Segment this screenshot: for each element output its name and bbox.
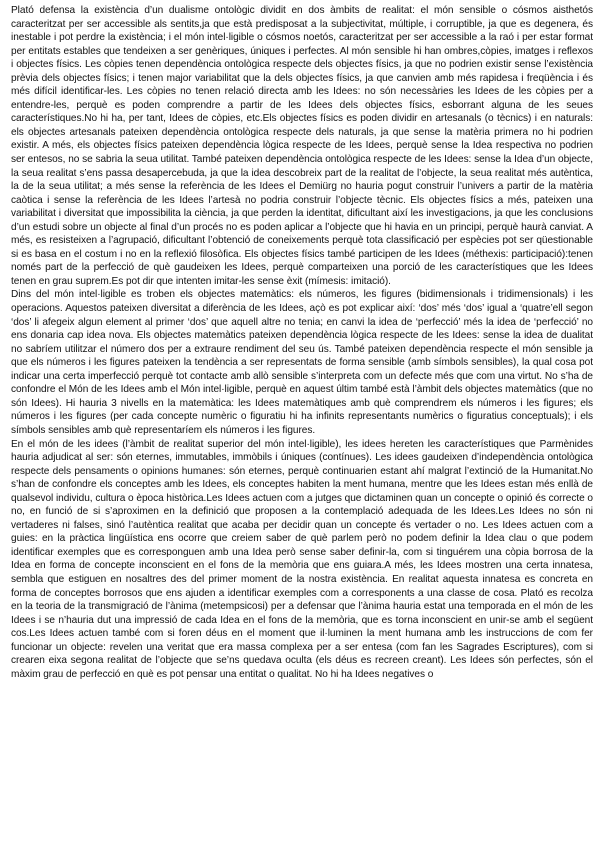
- paragraph-mathematical-objects: Dins del món intel·ligible es troben els objectes matemàtics: els números, les figures (bidimensionals i tridimensionals) i les operacions. Aquestos pateixen diversitat a diferència de les Idees, açò es pot explicar així: ‘dos’ més ‘dos’ igual a ‘quatre’ell segon ‘dos’ li afegeix algun element al primer ‘dos’ que aquell altre no tenia; en canvi la idea de ‘perfecció’ més la idea de ‘perfecció’ no ens donaria cap idea nova. Els objectes matemàtics pateixen dependència lògica respecte de les Idees: sense la idea de dualitat no sabríem utilitzar el número dos per a extraure rendiment del seu ús. També pateixen dependència respecte el món sensible ja que els números i les figures pateixen la tendència a ser representats de forma sensible (amb símbols sensibles), la qual cosa pot indicar una certa imperfecció perquè tot contacte amb allò sensible s’interpreta com un defecte més que com una virtut. No s’ha de confondre el Món de les Idees amb el Món intel·ligible, perquè en aquest últim també està l’àmbit dels objectes matemàtics (que no són Idees). Hi hauria 3 nivells en la matemàtica: les Idees matemàtiques amb què comprendrem els números i les figures; els números i les figures (per cada concepte numèric o figuratiu hi ha infinits representants numèrics o figuratius conceptuals); i els símbols sensibles amb què representaríem els números i les figures.: [11, 289, 593, 436]
- paragraph-sensible-world: Plató defensa la existència d’un dualisme ontològic dividit en dos àmbits de realitat: el món sensible o cósmos aisthetós caracteritzat per ser accessible als sentits,ja que està predisposat a la subjectivitat, múltiple, i corruptible, ja que es degenera, és inestable i pot perdre la existència; i el món intel·ligible o cósmos noetós, caracteritzat per ser accessible a la raó i per estar format per entitats estables que tendeixen a ser genèriques, úniques i perfectes. Al món sensible hi han ombres,còpies, imatges i reflexos i objectes físics. Les còpies tenen dependència ontològica respecte dels objectes físics, ja que no podrien existir sense l’existència prèvia dels objectes físics; i tenen major variabilitat que la dels objectes físics, ja que canvien amb més rapidesa i freqüència i és més difícil identificar-les. Les còpies no tenen relació directa amb les Idees: no són necessàries les Idees de les còpies per a entendre-les, perquè es poden comprendre a partir de les Idees dels objectes físics, esborrant alguna de les seues característiques.No hi ha, per tant, Idees de còpies, etc.Els objectes físics es poden dividir en artesanals (o tècnics) i en naturals: els objectes artesanals pateixen dependència ontològica respecte dels naturals, ja que sense la matèria primera no hi podrien existir. A més, els objectes físics pateixen dependència lògica respecte de les Idees, perquè sense la Idea respectiva no podrien ser entesos, no se sabria la seua utilitat. També pateixen dependència ontològica respecte de les Idees: sense la Idea d’un objecte, la seua realitat s’ens passa desapercebuda, ja que la idea descobreix part de la realitat de l’objecte, la seua realitat més autèntica, la de la seua utilitat; a més sense la referència de les Idees el Demiürg no hauria pogut construir l’univers a partir de la matèria caòtica i sense la referència de les Idees l’artesà no podria construir l’objecte tècnic. Els objectes físics a més, pateixen una variabilitat i diversitat que impossibilita la ciència, ja que perden la identitat, dificultant així les investigacions, ja que les conclusions d’un estudi sobre un objecte al final d’un procés no es poden aplicar a l’objecte que hi havia en un principi, perquè haurà canviat. A més, es resisteixen a l’agrupació, dificultant l’obtenció de coneixements perquè tota classificació per espècies pot ser qüestionable si es basa en el costum i no en la reflexió filosòfica. Els objectes físics també participen de les Idees (méthexis: participació):tenen només part de la perfecció de què gaudeixen les Idees, perquè comparteixen una porció de les característiques que les Idees tenen en grau suprem.Es pot dir que intenten imitar-les sense èxit (mímesis: imitació).: [11, 5, 593, 287]
- paragraph-world-of-ideas: En el món de les idees (l’àmbit de realitat superior del món intel·ligible), les idees hereten les característiques que Parmènides hauria adjudicat al ser: són eternes, immutables, immòbils i úniques (contínues). Les idees gaudeixen d’independència ontològica respecte dels pensaments o opinions humanes: són eternes, perquè continuarien estant ahí malgrat l’extinció de la Humanitat.No s’han de confondre els conceptes amb les Idees, els conceptes habiten la ment humana, mentre que les Idees estan més enllà de qualsevol individu, cultura o època històrica.Les Idees actuen com a jutges que dictaminen quan un concepte o opinió és correcte o no, en funció de si s’aproximen en la definició que proposen a la contemplació adequada de les Idees.Les Idees no són ni vertaderes ni falses, sinó l’autèntica realitat que acaba per decidir quan un concepte és vertader o no. Les Idees actuen com a guies: en la pràctica lingüística ens ocorre que creiem saber de què parlem però no podem definir la Idea clau o que podem identificar exemples que es corresponguen amb una Idea però sense saber definir-la, com si tinguérem una còpia borrosa de la Idea en forma de concepte inconscient en el fons de la memòria que ens guiara.A més, les Idees mostren una certa innatesa, sembla que estiguen en nosaltres des del primer moment de la nostra existència. En realitat aquesta innatesa es concreta en forma de conceptes borrosos que ens ajuden a identificar exemples com a corresponents a una classe de cosa. Plató es recolza en la teoria de la transmigració de l’ànima (metempsicosi) per a defensar que l’ànima hauria estat una temporada en el món de les Idees i se n’hauria dut una impressió de cada Idea en el fons de la memòria, que es torna inconscient en unir-se amb el següent cos.Les Idees actuen també com si foren déus en el moment que il·luminen la ment humana amb les instruccions de com fer funcionar un objecte: revelen una veritat que era massa complexa per a ser entesa (com fan les Sagrades Escriptures), com si crearen eixa segona realitat de l’objecte que se’ns quedava oculta (els déus es recreen creant). Les Idees són perfectes, són el màxim grau de perfecció en què es pot pensar una entitat o qualitat. No hi ha Idees negatives o: [11, 438, 593, 680]
